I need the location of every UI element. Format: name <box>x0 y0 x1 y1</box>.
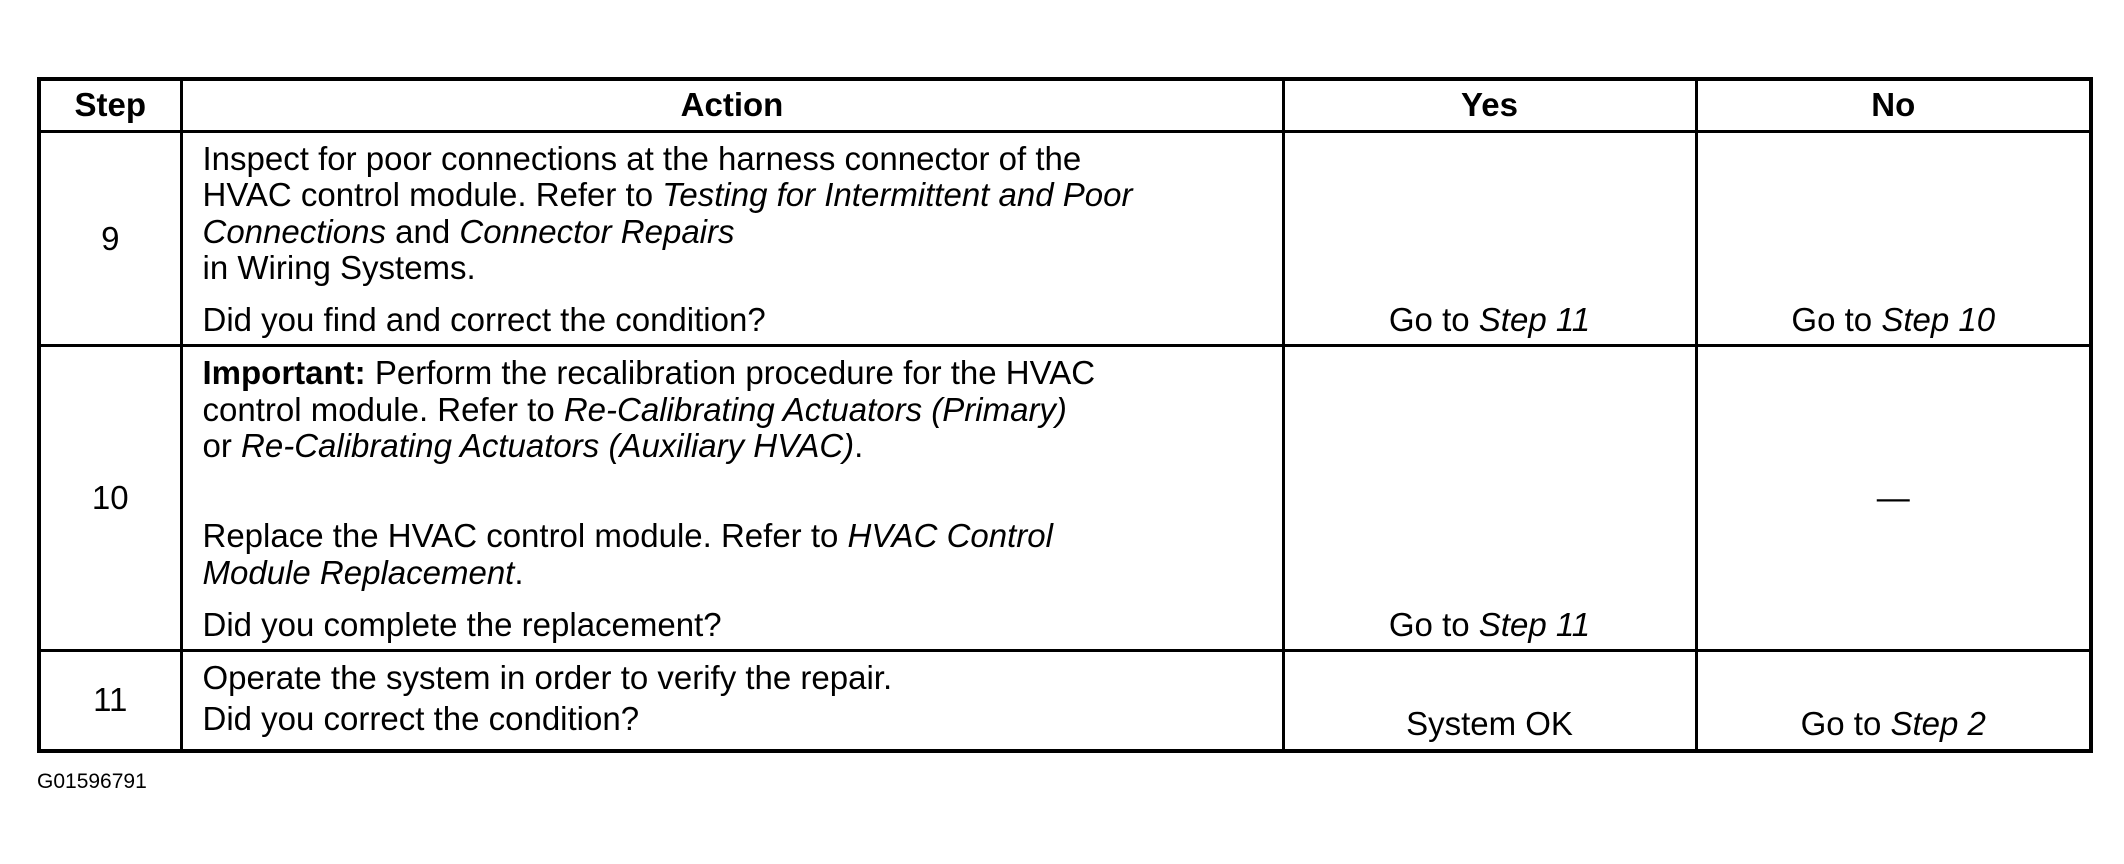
step-number: 10 <box>39 346 181 651</box>
no-cell <box>1696 132 2091 346</box>
reference-link[interactable]: Connector Repairs <box>459 212 735 250</box>
header-no: No <box>1696 79 2091 132</box>
no-cell <box>1696 651 2091 751</box>
action-line: Perform the recalibration procedure for the HVAC <box>365 354 1096 392</box>
action-line: Inspect for poor connections at the harness connector of the <box>202 140 1082 177</box>
no-cell <box>1696 346 2091 651</box>
table-row-step-9 <box>39 132 2091 346</box>
important-label: Important: <box>202 354 366 392</box>
action-line: or <box>202 427 242 465</box>
header-action: Action <box>181 79 1283 132</box>
reference-link[interactable]: Re-Calibrating Actuators (Auxiliary HVAC) <box>241 427 855 465</box>
goto-step-link[interactable]: Step 11 <box>1478 301 1591 339</box>
yes-cell <box>1283 132 1696 346</box>
yes-cell <box>1283 651 1696 751</box>
action-text <box>203 518 1274 591</box>
yes-cell <box>1283 346 1696 651</box>
goto-step-link[interactable]: Step 10 <box>1881 301 1996 339</box>
step-number: 9 <box>39 132 181 346</box>
no-prefix: Go to <box>1791 301 1882 339</box>
action-line: Replace the HVAC control module. Refer to <box>202 517 848 555</box>
action-text <box>203 141 1274 286</box>
important-note <box>203 355 1274 464</box>
header-step: Step <box>39 79 181 132</box>
table-row-step-10 <box>39 346 2091 651</box>
step-number: 11 <box>39 651 181 751</box>
figure-id-label: G01596791 <box>37 770 147 793</box>
action-text: Operate the system in order to verify the repair. <box>202 659 893 697</box>
no-prefix: Go to <box>1800 705 1891 743</box>
reference-link[interactable]: Connections <box>202 212 386 250</box>
action-line: . <box>854 427 864 465</box>
action-question: Did you find and correct the condition? <box>202 301 766 339</box>
action-cell <box>181 132 1283 346</box>
reference-link[interactable]: Re-Calibrating Actuators (Primary) <box>563 390 1067 428</box>
action-line: in Wiring Systems. <box>202 248 476 286</box>
action-cell <box>181 346 1283 651</box>
reference-link[interactable]: Module Replacement <box>202 553 515 591</box>
diagnostic-table <box>37 77 2093 753</box>
reference-link[interactable]: Testing for Intermittent and Poor <box>662 176 1133 214</box>
action-line: . <box>514 553 524 591</box>
no-dash: — <box>1876 479 1910 517</box>
action-question: Did you complete the replacement? <box>202 605 722 643</box>
action-question: Did you correct the condition? <box>202 699 640 737</box>
yes-text: System OK <box>1406 705 1573 743</box>
goto-step-link[interactable]: Step 2 <box>1890 705 1986 743</box>
goto-step-link[interactable]: Step 11 <box>1478 605 1591 643</box>
yes-prefix: Go to <box>1388 605 1479 643</box>
table-row-step-11 <box>39 651 2091 751</box>
action-line: HVAC control module. Refer to <box>202 176 663 214</box>
reference-link[interactable]: HVAC Control <box>847 517 1053 555</box>
action-line: and <box>385 212 460 250</box>
action-cell <box>181 651 1283 751</box>
header-row <box>39 79 2091 132</box>
action-line: control module. Refer to <box>202 390 564 428</box>
yes-prefix: Go to <box>1388 301 1479 339</box>
header-yes: Yes <box>1283 79 1696 132</box>
